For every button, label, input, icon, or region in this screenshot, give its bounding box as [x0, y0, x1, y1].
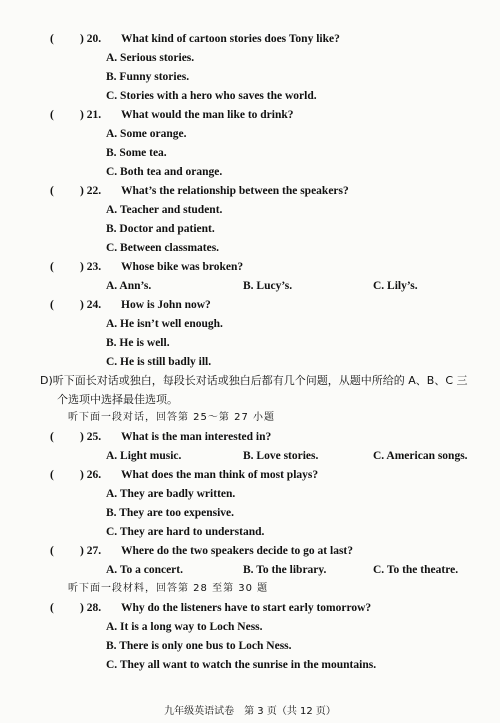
option-c: C. They are hard to understand. [106, 526, 265, 538]
question-number: ) 25. [80, 431, 102, 443]
option-b: B. Doctor and patient. [106, 223, 215, 235]
question-text: What’s the relationship between the speakers? [121, 185, 349, 197]
answer-paren: ( [50, 299, 54, 311]
option-b: B. Some tea. [106, 147, 167, 159]
question-text: Why do the listeners have to start early tomorrow? [121, 602, 372, 614]
answer-paren: ( [50, 545, 54, 557]
option-a: A. He isn’t well enough. [106, 318, 223, 330]
option-c: C. To the theatre. [373, 564, 459, 576]
question-number: ) 27. [80, 545, 102, 557]
option-c: C. Between classmates. [106, 242, 220, 254]
option-b: B. They are too expensive. [106, 507, 234, 519]
answer-paren: ( [50, 602, 54, 614]
option-b: B. There is only one bus to Loch Ness. [106, 640, 292, 652]
question-text: Whose bike was broken? [121, 261, 244, 273]
question-text: Where do the two speakers decide to go at last? [121, 545, 353, 557]
question-number: ) 26. [80, 469, 102, 481]
answer-paren: ( [50, 431, 54, 443]
section-d-heading-cont: 个选项中选择最佳选项。 [57, 393, 178, 406]
option-a: A. Teacher and student. [106, 204, 223, 216]
question-text: What does the man think of most plays? [121, 469, 319, 481]
answer-paren: ( [50, 185, 54, 197]
question-number: ) 24. [80, 299, 102, 311]
question-number: ) 23. [80, 261, 102, 273]
question-number: ) 22. [80, 185, 102, 197]
question-text: How is John now? [121, 299, 211, 311]
option-c: C. They all want to watch the sunrise in the mountains. [106, 659, 377, 671]
question-text: What would the man like to drink? [121, 109, 294, 121]
answer-paren: ( [50, 469, 54, 481]
option-c: C. American songs. [373, 450, 468, 462]
question-text: What is the man interested in? [121, 431, 272, 443]
option-a: A. Serious stories. [106, 52, 195, 64]
question-number: ) 21. [80, 109, 102, 121]
question-text: What kind of cartoon stories does Tony like? [121, 33, 340, 45]
option-a: A. They are badly written. [106, 488, 236, 500]
instruction-25-27: 听下面一段对话，回答第 25～第 27 小题 [68, 412, 275, 423]
option-c: C. Stories with a hero who saves the world. [106, 90, 317, 102]
option-a: A. Some orange. [106, 128, 187, 140]
option-a: A. Light music. [106, 450, 182, 462]
answer-paren: ( [50, 109, 54, 121]
option-a: A. It is a long way to Loch Ness. [106, 621, 263, 633]
question-number: ) 28. [80, 602, 102, 614]
page-footer: 九年级英语试卷 第 3 页（共 12 页） [164, 706, 336, 717]
option-c: C. He is still badly ill. [106, 356, 212, 368]
instruction-28-30: 听下面一段材料，回答第 28 至第 30 题 [68, 583, 269, 594]
option-c: C. Lily’s. [373, 280, 418, 292]
option-b: B. He is well. [106, 337, 170, 349]
option-a: A. To a concert. [106, 564, 183, 576]
option-b: B. Love stories. [243, 450, 319, 462]
option-c: C. Both tea and orange. [106, 166, 223, 178]
option-b: B. Funny stories. [106, 71, 190, 83]
section-d-heading: D)听下面长对话或独白，每段长对话或独白后都有几个问题，从题中所给的 A、B、C 三 [40, 374, 468, 387]
option-a: A. Ann’s. [106, 280, 152, 292]
option-b: B. To the library. [243, 564, 327, 576]
answer-paren: ( [50, 33, 54, 45]
question-number: ) 20. [80, 33, 102, 45]
option-b: B. Lucy’s. [243, 280, 293, 292]
answer-paren: ( [50, 261, 54, 273]
